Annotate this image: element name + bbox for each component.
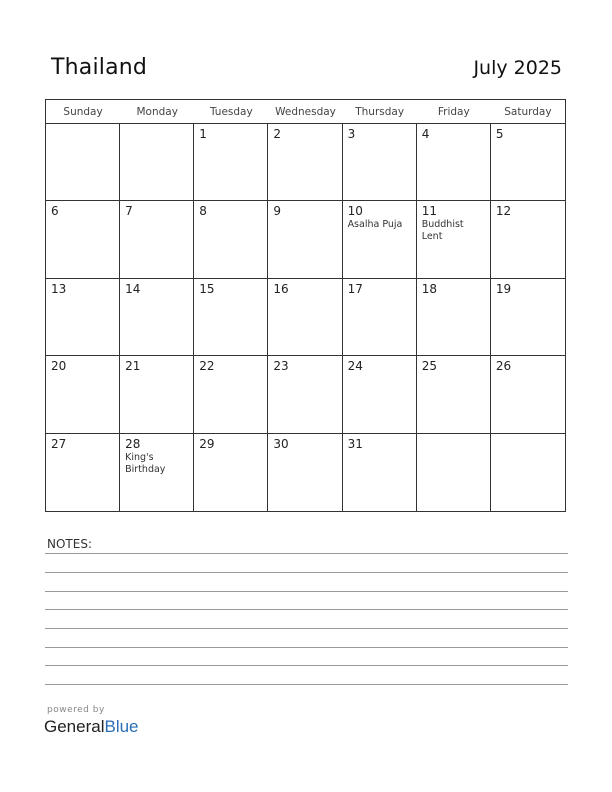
calendar-grid [45, 99, 566, 512]
day-cell[interactable] [120, 201, 194, 278]
weekday-label: Friday [437, 106, 470, 118]
day-number: 7 [125, 204, 133, 219]
day-cell[interactable] [268, 356, 342, 433]
day-cell[interactable] [491, 434, 565, 511]
note-line [45, 609, 568, 610]
day-cell[interactable] [343, 279, 417, 356]
note-line [45, 553, 568, 554]
weekday-label: Tuesday [209, 106, 253, 118]
day-number: 27 [51, 436, 67, 451]
day-cell[interactable] [417, 201, 491, 278]
note-line [45, 665, 568, 666]
day-number: 1 [199, 127, 207, 141]
day-number: 22 [199, 359, 215, 374]
weekday-label: Thursday [355, 106, 405, 118]
day-number: 8 [199, 204, 207, 219]
note-line [45, 591, 568, 592]
holiday-label: King's Birthday [125, 451, 166, 475]
day-cell[interactable] [268, 201, 342, 278]
day-cell[interactable] [417, 356, 491, 433]
day-cell[interactable] [194, 124, 268, 201]
day-cell[interactable] [46, 124, 120, 201]
day-number: 16 [273, 281, 289, 296]
day-number: 12 [495, 204, 512, 219]
weekday-label: Wednesday [275, 106, 336, 118]
day-number: 28 [125, 436, 141, 451]
day-cell[interactable] [194, 201, 268, 278]
day-cell[interactable] [46, 356, 120, 433]
day-cell[interactable] [120, 124, 194, 201]
day-cell[interactable] [46, 434, 120, 511]
day-cell[interactable] [491, 201, 565, 278]
day-cell[interactable] [46, 279, 120, 356]
notes-label: NOTES: [47, 537, 92, 551]
day-cell[interactable] [343, 434, 417, 511]
day-number: 25 [421, 359, 437, 374]
day-cell[interactable] [417, 124, 491, 201]
note-line [45, 572, 568, 573]
weekday-label: Sunday [63, 106, 103, 118]
note-line [45, 628, 568, 629]
day-cell[interactable] [194, 356, 268, 433]
day-cell[interactable] [120, 434, 194, 511]
day-cell[interactable] [268, 434, 342, 511]
day-number: 19 [495, 281, 512, 296]
day-cell[interactable] [120, 279, 194, 356]
day-number: 31 [347, 436, 363, 451]
day-cell[interactable] [343, 201, 417, 278]
day-number: 20 [51, 359, 67, 374]
month-title: July 2025 [473, 57, 562, 79]
day-number: 3 [347, 127, 356, 141]
powered-by-text: powered by [47, 705, 105, 715]
day-number: 26 [495, 359, 512, 374]
day-cell[interactable] [268, 279, 342, 356]
brand-blue: Blue [104, 717, 139, 736]
day-cell[interactable] [417, 279, 491, 356]
day-number: 4 [421, 127, 430, 141]
brand-logo[interactable] [44, 717, 139, 737]
brand-general: General [44, 717, 105, 736]
day-number: 18 [421, 281, 437, 296]
day-cell[interactable] [46, 201, 120, 278]
day-number: 5 [495, 127, 504, 141]
day-cell[interactable] [268, 124, 342, 201]
note-line [45, 684, 568, 685]
weeks-grid [46, 124, 565, 511]
day-number: 2 [273, 127, 282, 141]
day-cell[interactable] [491, 279, 565, 356]
weekday-header [46, 100, 565, 124]
weekday-label: Monday [136, 106, 178, 118]
day-cell[interactable] [120, 356, 194, 433]
day-number: 21 [125, 359, 141, 374]
weekday-label: Saturday [504, 106, 552, 118]
day-number: 14 [125, 281, 141, 296]
day-cell[interactable] [343, 356, 417, 433]
day-number: 17 [347, 281, 363, 296]
day-number: 6 [51, 204, 59, 219]
day-number: 9 [273, 204, 282, 219]
day-cell[interactable] [417, 434, 491, 511]
day-cell[interactable] [194, 434, 268, 511]
country-title: Thailand [51, 55, 148, 80]
note-line [45, 647, 568, 648]
day-number: 29 [199, 436, 215, 451]
holiday-label: Buddhist Lent [421, 219, 464, 243]
day-number: 23 [273, 359, 289, 374]
day-cell[interactable] [491, 356, 565, 433]
day-cell[interactable] [343, 124, 417, 201]
day-number: 30 [273, 436, 289, 451]
day-number: 11 [421, 204, 437, 219]
day-number: 24 [347, 359, 363, 374]
holiday-label: Asalha Puja [347, 219, 403, 231]
day-number: 13 [51, 281, 67, 296]
day-cell[interactable] [194, 279, 268, 356]
day-number: 15 [199, 281, 215, 296]
day-number: 10 [347, 204, 363, 219]
day-cell[interactable] [491, 124, 565, 201]
